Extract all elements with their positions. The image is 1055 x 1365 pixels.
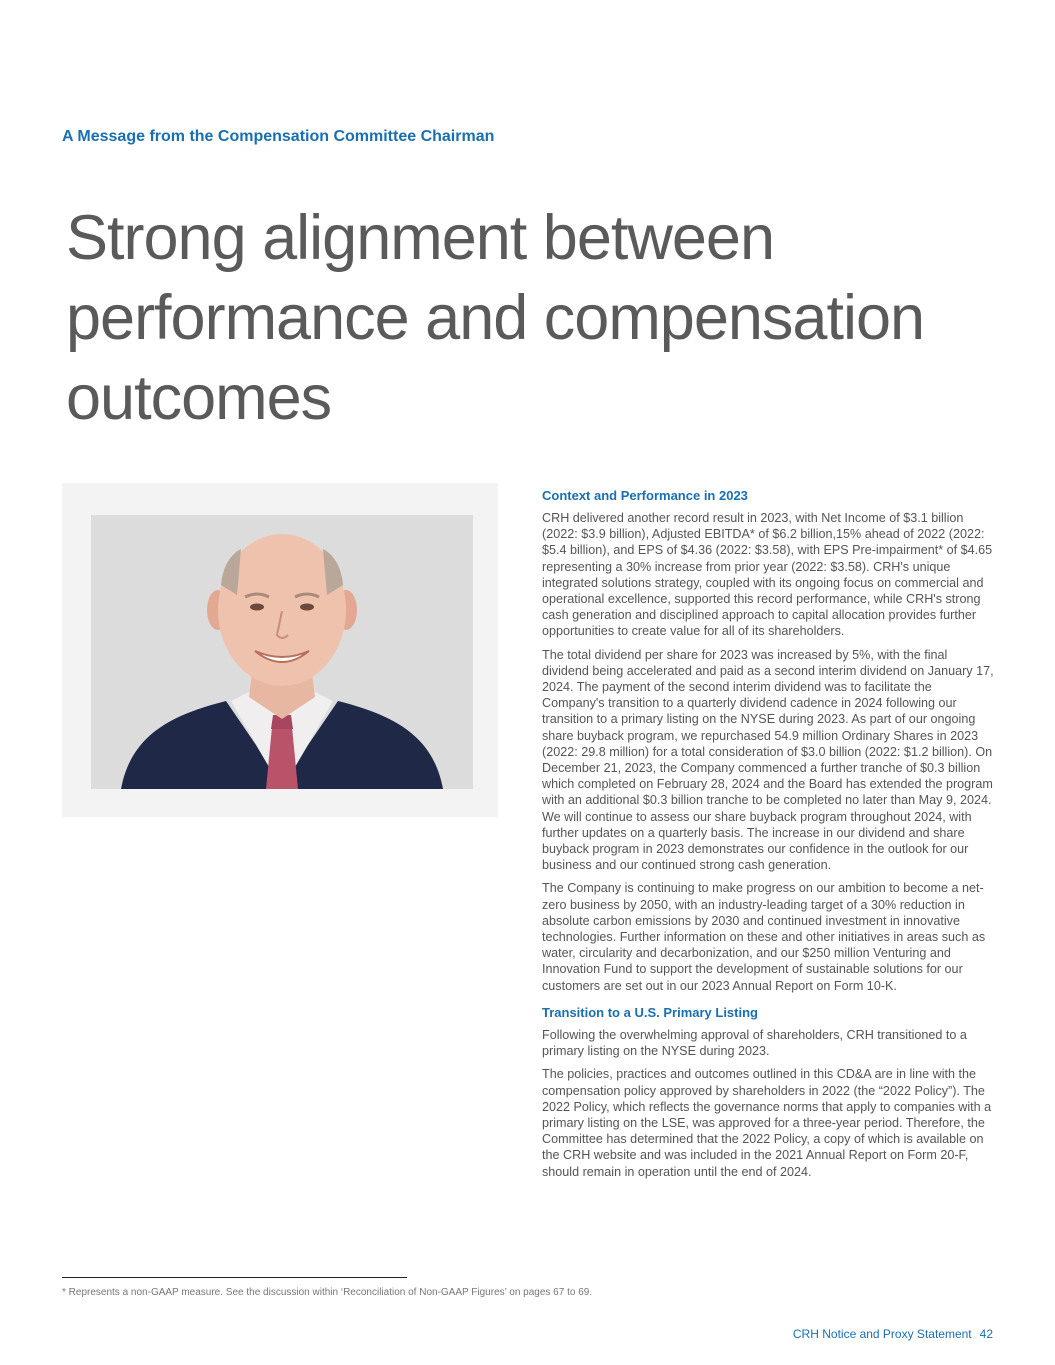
chairman-portrait xyxy=(91,515,473,789)
body-column xyxy=(542,487,994,1187)
paragraph-results: CRH delivered another record result in 2023, with Net Income of $3.1 billion (2022: $3.9 billion), Adjusted EBITDA* of $6.2 billion,15% ahead of 2022 (2022: $5.4 billion), and EPS of $4.36 (2022: $3.58), with EPS Pre-impairment* of $4.65 representing a 30% increase from prior year (2022: $3.58). CRH's unique integrated solutions strategy, coupled with its ongoing focus on commercial and operational excellence, supported this record performance, while CRH's strong cash generation and disciplined approach to capital allocation provides further opportunities to create value for all of its shareholders. xyxy=(542,511,993,639)
photo-frame xyxy=(62,483,498,817)
page-footer xyxy=(793,1327,993,1341)
section-heading-context-performance: Context and Performance in 2023 xyxy=(542,488,748,503)
paragraph-2022-policy: The policies, practices and outcomes outlined in this CD&A are in line with the compensation policy approved by shareholders in 2022 (the “2022 Policy”). The 2022 Policy, which reflects the governance norms that apply to companies with a primary listing on the LSE, was approved for a three-year period. Therefore, the Committee has determined that the 2022 Policy, a copy of which is available on the CRH website and was included in the 2021 Annual Report on Form 20-F, should remain in operation until the end of 2024. xyxy=(542,1067,992,1179)
section-heading-primary-listing: Transition to a U.S. Primary Listing xyxy=(542,1004,758,1020)
section-kicker: A Message from the Compensation Committee Chairman xyxy=(62,128,495,145)
paragraph-nyse-listing: Following the overwhelming approval of shareholders, CRH transitioned to a primary listing on the NYSE during 2023. xyxy=(542,1027,967,1059)
paragraph-net-zero: The Company is continuing to make progress on our ambition to become a net-zero business by 2050, with an industry-leading target of a 30% reduction in absolute carbon emissions by 2030 and continued investment in innovative technologies. Further information on these and other initiatives in areas such as water, circularity and decarbonization, and our $250 million Venturing and Innovation Fund to support the development of sustainable solutions for our customers are set out in our 2023 Annual Report on Form 10-K. xyxy=(542,881,986,993)
publication-title: CRH Notice and Proxy Statement xyxy=(792,1327,972,1341)
page-number: 42 xyxy=(979,1327,993,1341)
page-headline: Strong alignment between performance and compensation outcomes xyxy=(66,203,925,433)
footnote-divider xyxy=(62,1277,407,1278)
footnote: * Represents a non-GAAP measure. See the discussion within ‘Reconciliation of Non-GAAP Figures’ on pages 67 to 69. xyxy=(62,1287,593,1298)
paragraph-dividend-buyback: The total dividend per share for 2023 was increased by 5%, with the final dividend being accelerated and paid as a second interim dividend on January 17, 2024. The payment of the second interim dividend was to facilitate the Company's transition to a quarterly dividend cadence in 2024 following our transition to a primary listing on the NYSE during 2023. As part of our ongoing share buyback program, we repurchased 54.9 million Ordinary Shares in 2023 (2022: 29.8 million) for a total consideration of $3.0 billion (2022: $1.2 billion). On December 21, 2023, the Company commenced a further tranche of $0.3 billion which completed on February 28, 2024 and the Board has extended the program with an additional $0.3 billion tranche to be completed no later than May 9, 2024. We will continue to assess our share buyback program throughout 2024, with further updates on a quarterly basis. The increase in our dividend and share buyback program in 2023 demonstrates our confidence in the outlook for our business and our continued strong cash generation. xyxy=(542,647,994,873)
